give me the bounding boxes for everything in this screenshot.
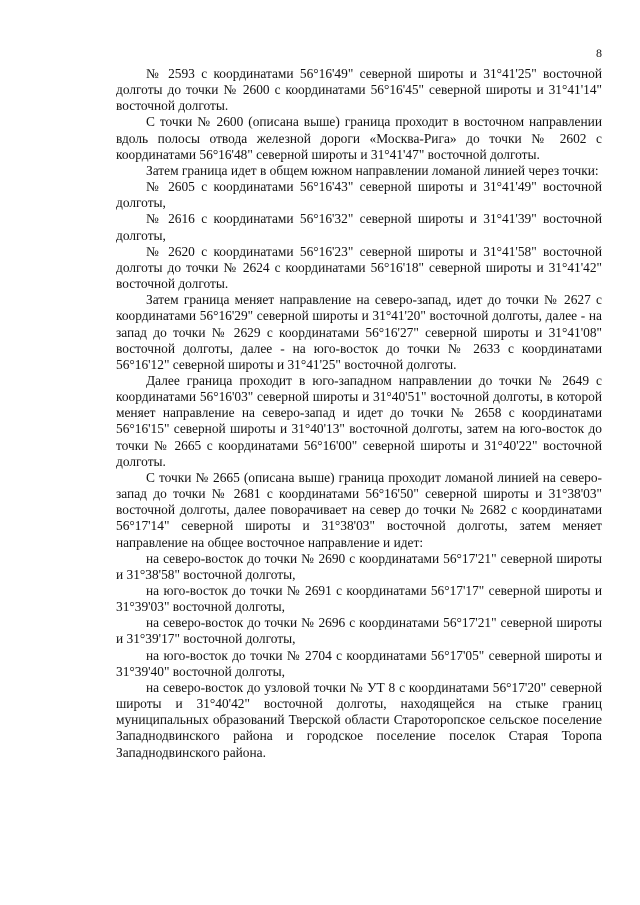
paragraph: на северо-восток до точки № 2696 с координатами 56°17'21" северной широты и 31°39'17" восточной долготы, — [116, 615, 602, 647]
paragraph: № 2593 с координатами 56°16'49" северной широты и 31°41'25" восточной долготы до точки № 2600 с координатами 56°16'45" северной широты и 31°41'14" восточной долготы. — [116, 66, 602, 114]
paragraph: С точки № 2665 (описана выше) граница проходит ломаной линией на северо-запад до точки № 2681 с координатами 56°16'50" северной широты и 31°38'03" восточной долготы, далее поворачивает на север до точки № 2682 с координатами 56°17'14" северной широты и 31°38'03" восточной долготы, затем меняет направление на общее восточное направление и идет: — [116, 469, 602, 550]
document-body — [116, 66, 602, 761]
paragraph: на юго-восток до точки № 2691 с координатами 56°17'17" северной широты и 31°39'03" восточной долготы, — [116, 583, 602, 615]
paragraph: на юго-восток до точки № 2704 с координатами 56°17'05" северной широты и 31°39'40" восточной долготы, — [116, 647, 602, 679]
paragraph: Затем граница идет в общем южном направлении ломаной линией через точки: — [146, 162, 599, 178]
paragraph: Затем граница меняет направление на северо-запад, идет до точки № 2627 с координатами 56°16'29" северной широты и 31°41'20" восточной долготы, далее - на запад до точки № 2629 с координатами 56°16'27" северной широты и 31°41'08" восточной долготы, далее - на юго-восток до точки № 2633 с координатами 56°16'12" северной широты и 31°41'25" восточной долготы. — [116, 292, 602, 372]
page-number: 8 — [596, 46, 602, 60]
paragraph: № 2616 с координатами 56°16'32" северной широты и 31°41'39" восточной долготы, — [116, 211, 602, 243]
paragraph: № 2605 с координатами 56°16'43" северной широты и 31°41'49" восточной долготы, — [116, 179, 602, 211]
paragraph: С точки № 2600 (описана выше) граница проходит в восточном направлении вдоль полосы отвода железной дороги «Москва-Рига» до точки № 2602 с координатами 56°16'48" северной широты и 31°41'47" восточной долготы. — [116, 114, 602, 162]
paragraph: № 2620 с координатами 56°16'23" северной широты и 31°41'58" восточной долготы до точки № 2624 с координатами 56°16'18" северной широты и 31°41'42" восточной долготы. — [116, 243, 602, 292]
paragraph: на северо-восток до узловой точки № УТ 8 с координатами 56°17'20" северной широты и 31°40'42" восточной долготы, находящейся на стыке границ муниципальных образований Тверской области Староторопское сельское поселение Западнодвинского района и городское поселение поселок Старая Торопа Западнодвинского района. — [116, 679, 602, 760]
paragraph: Далее граница проходит в юго-западном направлении до точки № 2649 с координатами 56°16'03" северной широты и 31°40'51" восточной долготы, в которой меняет направление на северо-запад и идет до точки № 2658 с координатами 56°16'15" северной широты и 31°40'13" восточной долготы, затем на юго-восток до точки № 2665 с координатами 56°16'00" северной широты и 31°40'22" восточной долготы. — [116, 372, 602, 469]
paragraph: на северо-восток до точки № 2690 с координатами 56°17'21" северной широты и 31°38'58" восточной долготы, — [116, 550, 602, 582]
